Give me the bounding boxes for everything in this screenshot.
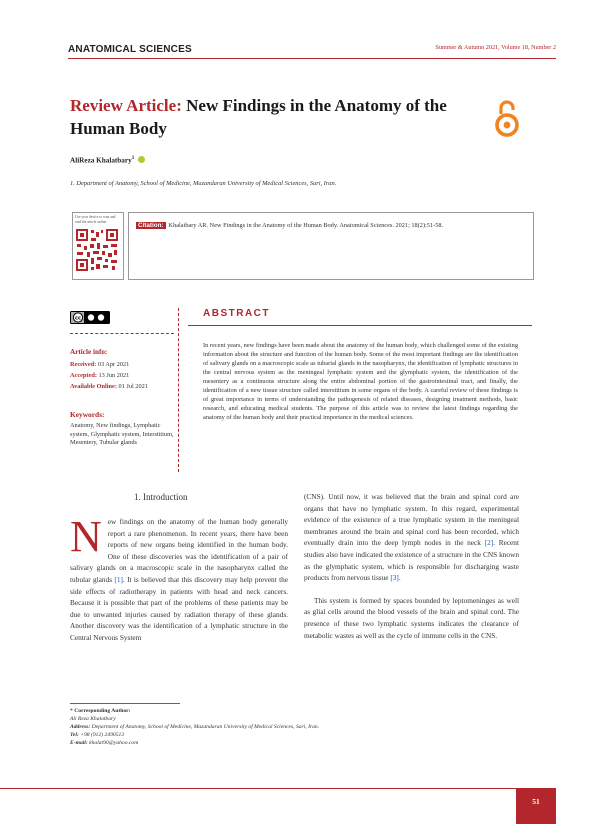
online-date: 01 Jul 2021 [118,383,148,390]
keywords-heading: Keywords: [70,410,105,419]
footnote-address: Department of Anatomy, School of Medicine, Mazandaran University of Medical Sciences, Sari, Iran. [91,724,320,731]
affiliation: 1. Department of Anatomy, School of Medicine, Mazandaran University of Medical Sciences, Sari, Iran. [70,180,337,187]
abstract-heading: ABSTRACT [203,308,270,319]
abstract-rule [188,325,532,326]
col2-paragraph-2: This system is formed by spaces bounded by leptomeninges as well as glial cells around the blood vessels of the brain and spinal cord. The presence of these two lymphatic systems indicates the clearance of metabolic wastes as well as the cycle of immune cells in the CNS. [304,595,519,640]
accepted-line [70,372,129,379]
drop-cap: N [70,512,102,561]
col2-text-a: (CNS). Until now, it was believed that the brain and spinal cord are organs that have no lymphatic system. In this regard, experimental evidence of the existence of a true lymphatic system in the meningeal membranes around the brain and spinal cord has been recorded, which eventually drain into the deep lymph nodes in the neck [304,492,519,548]
journal-name: ANATOMICAL SCIENCES [68,44,192,55]
introduction-heading: 1. Introduction [134,492,188,502]
creative-commons-badge-icon[interactable] [70,311,110,324]
reference-link-3[interactable]: [3] [390,573,399,583]
article-title-text: New Findings in the Anatomy of the Human Body [70,96,447,138]
issue-info: Summer & Autumn 2021, Volume 18, Number 2 [435,44,556,51]
accepted-date: 13 Jun 2021 [98,372,130,379]
online-label: Available Online: [70,383,117,390]
col2-text-b: . Recent studies also have indicated the existence of a structure in the CNS known as the glymphatic system, which is responsible for discharging waste products from nervous tissue [304,538,519,583]
article-title [70,94,490,140]
open-access-icon [492,98,522,138]
header-rule [68,58,556,59]
reference-link-1[interactable]: [1] [114,574,123,584]
abstract-text: In recent years, new findings have been made about the anatomy of the human body, which challenged some of the existing information about the structure and function of the human body. Some of the most important findings are the identification of salivary glands on a macroscopic scale as tubarial glands in the nasopharynx, the identification of lymphatic structures in the central nervous system as the meningeal lymphatic system and the glymphatic system, the identification of the mesentery as a continuous structure along the entire abdominal portion of the gastrointestinal tract, and finally, the identification of a new tissue structure called interstitium in some organs of the body. A careful review of these findings is of great importance in terms of understanding the pathogenesis of related diseases, designing treatment methods, basic research, and educating medical students. The purpose of this article was to review the latest findings regarding the anatomy of the human body and their practical importance in the medical sciences. [203,342,518,422]
qr-caption: Use your device to scan and read the article online [75,215,116,224]
address-label: Address: [70,724,91,731]
author-sup: 1 [131,156,135,161]
email-label: E-mail: [70,740,88,747]
footnote-email-line [70,739,430,747]
body-column-2 [304,491,519,652]
footnote-name: Ali Reza Khalatbary [70,716,116,723]
body-column-1 [70,512,288,644]
cc-glyph: cc [75,315,81,322]
footnote-tel: +98 (912) 2490513 [80,732,125,739]
page-number: 51 [532,797,540,806]
section-rule [70,333,174,334]
footnote-tel-line [70,731,430,739]
qr-code-icon[interactable] [75,228,119,272]
orcid-icon[interactable] [138,156,145,163]
col2-text-c: . [398,573,401,583]
article-info-heading: Article info: [70,348,108,356]
col1-text-a: ew findings on the anatomy of the human body generally report a rare phenomenon. In recent years, there have been reports of new organs being identified in the human body. One of these discoveries was the identification of a pair of salivary glands on a macroscopic scale in the nasopharynx called the tubular glands [70,517,288,584]
received-label: Received: [70,361,97,368]
footnote-address-line [70,723,430,731]
article-type-label: Review Article: [70,96,182,115]
citation-text: Khalatbary AR. New Findings in the Anatomy of the Human Body. Anatomical Sciences. 2021; 18(2):51-58. [168,222,444,229]
author-line [70,156,145,164]
page-number-box [516,788,556,824]
tel-label: Tel: [70,732,79,739]
citation [136,222,526,230]
reference-link-2[interactable]: [2] [484,538,494,548]
keywords-text: Anatomy, New findings, Lymphatic system, Glymphatic system, Interstitium, Mesentery, Tubular glands [70,422,174,447]
citation-tag: Citation: [138,222,164,229]
received-date: 03 Apr 2021 [97,361,130,368]
author-name: AliReza Khalatbary [70,156,132,165]
online-line [70,383,148,390]
footnote-rule [70,703,180,704]
col1-text-b: . It is believed that this discovery may help prevent the side effects of radiotherapy in patients with head and neck cancers. Because it is possible that part of the problems of these patients may be due to unwanted injuries caused by radiation therapy of these glands. Another discovery was the identification of a lymphatic structure in the Central Nervous System [70,574,288,642]
footnote-heading: * Corresponding Author: [70,708,131,714]
col2-paragraph-1 [304,491,519,584]
footer-rule [0,788,556,789]
received-line [70,361,129,368]
corresponding-author-footnote [70,707,430,747]
footnote-email[interactable]: khalat90@yahoo.com [89,740,139,747]
abstract-divider [178,308,179,472]
accepted-label: Accepted: [70,372,97,379]
